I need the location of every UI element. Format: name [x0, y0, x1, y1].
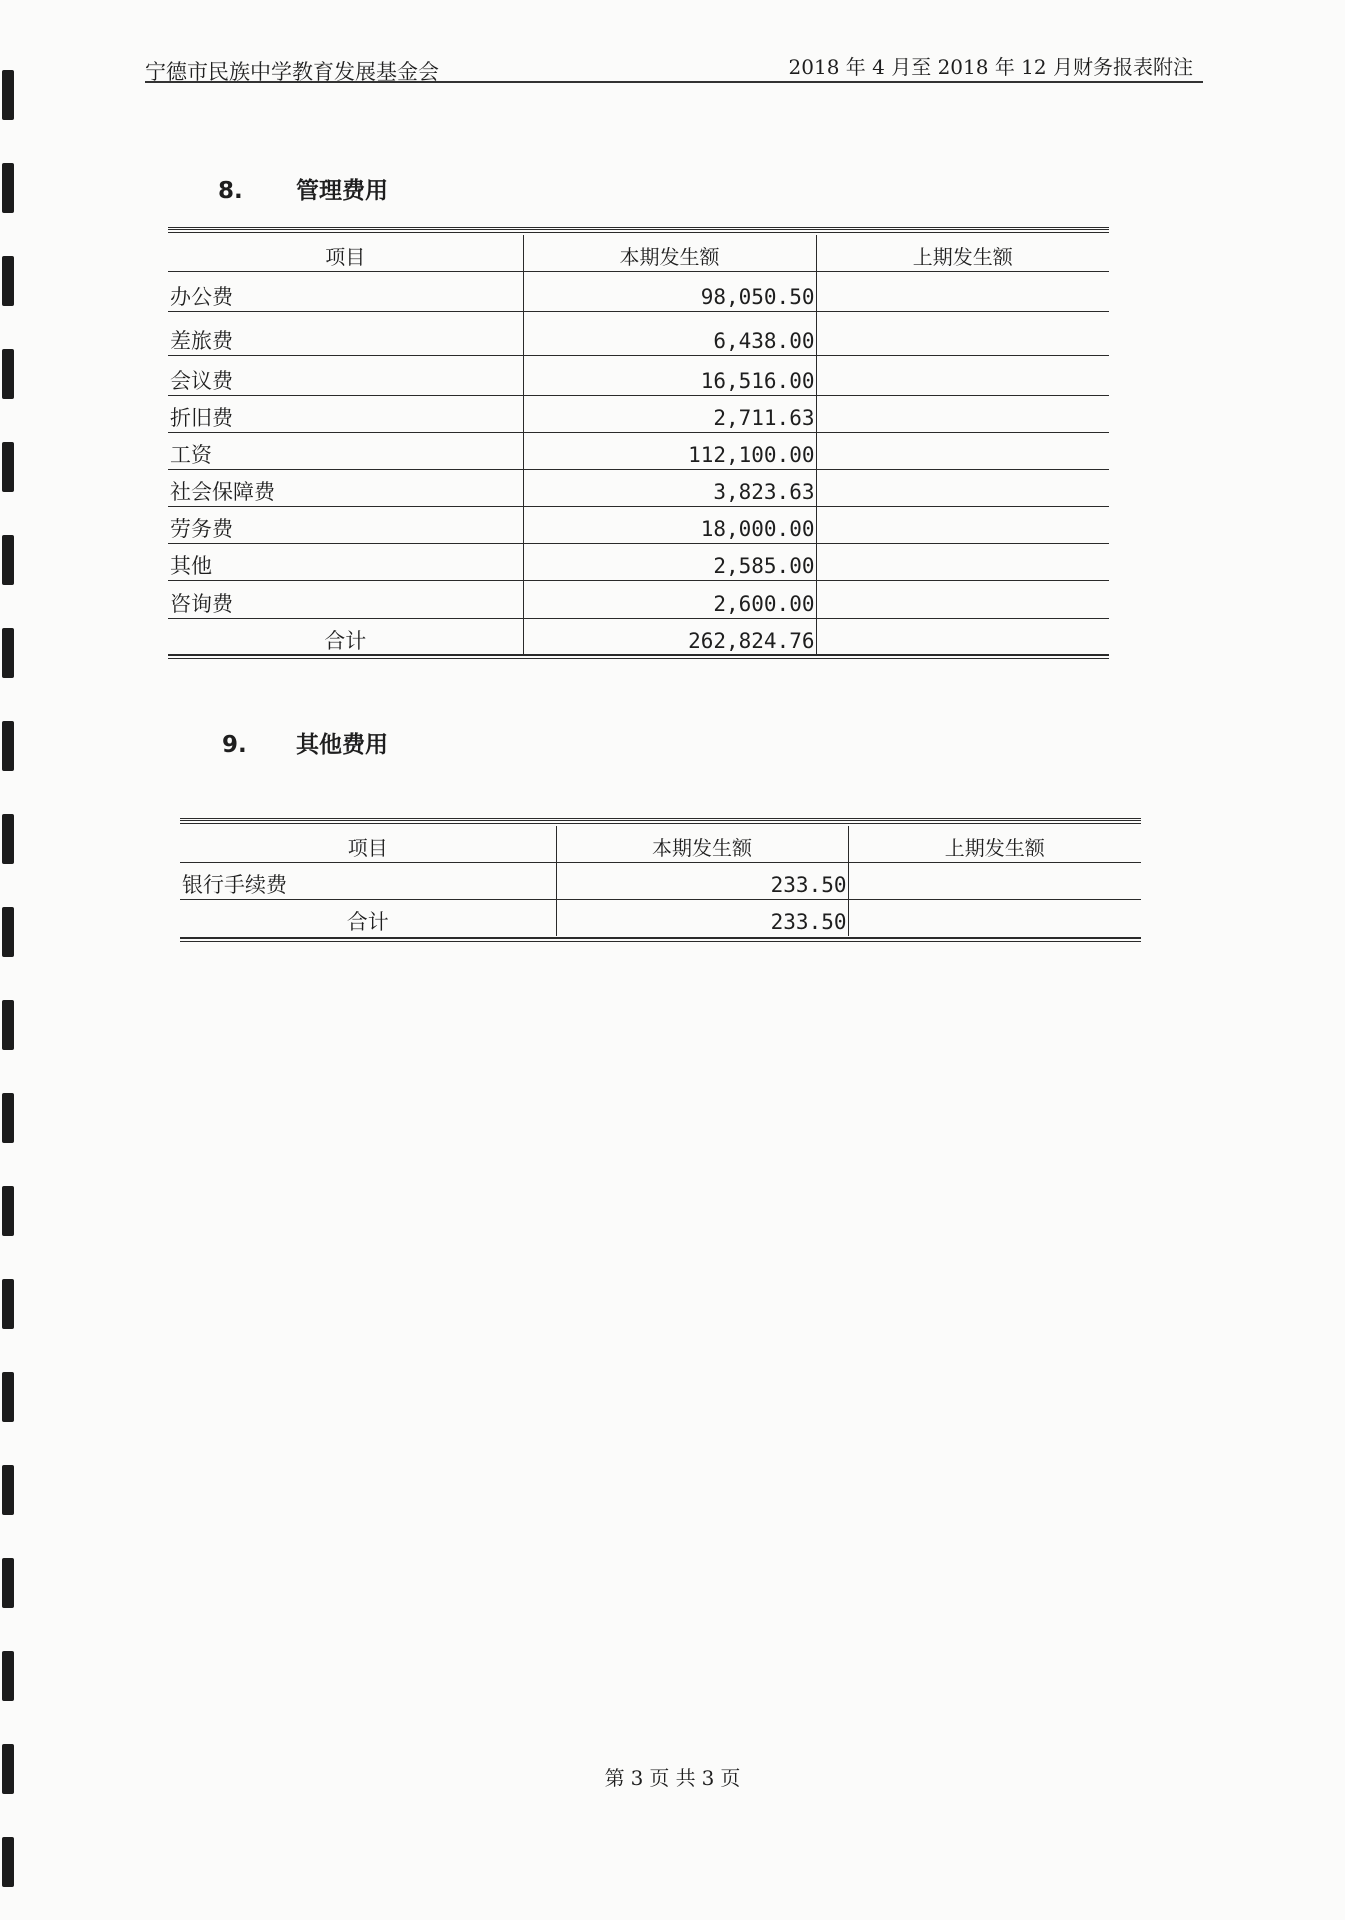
column-header: 上期发生额: [848, 826, 1141, 863]
total-current-amount: 233.50: [556, 900, 848, 937]
row-current-amount: 233.50: [556, 863, 848, 900]
binding-hole: [2, 1372, 14, 1422]
table-row: [168, 396, 1109, 433]
section-8-title: 管理费用: [296, 178, 388, 204]
table-row: [168, 581, 1109, 619]
row-item: 社会保障费: [168, 470, 523, 507]
table-header-row: [168, 235, 1109, 272]
table-header-row: [180, 826, 1141, 863]
binding-hole: [2, 349, 14, 399]
total-label: 合计: [324, 629, 367, 653]
footer-total-pages: 3: [701, 1766, 715, 1790]
binding-hole: [2, 1186, 14, 1236]
row-item: 折旧费: [168, 396, 523, 433]
management-expense-table: [168, 235, 1109, 655]
table-row: [168, 470, 1109, 507]
total-label: 合计: [346, 910, 389, 934]
table-row: [168, 356, 1109, 396]
row-current-amount: 2,711.63: [523, 396, 816, 433]
column-header: 本期发生额: [523, 235, 816, 272]
row-current-amount: 6,438.00: [523, 312, 816, 356]
binding-hole: [2, 1651, 14, 1701]
table-8-top-rule: [168, 227, 1109, 233]
row-previous-amount: [816, 544, 1109, 581]
column-header: 项目: [168, 235, 523, 272]
binding-hole: [2, 442, 14, 492]
row-item: 差旅费: [168, 312, 523, 356]
row-item: 劳务费: [168, 507, 523, 544]
binding-hole: [2, 907, 14, 957]
row-previous-amount: [816, 581, 1109, 619]
row-current-amount: 18,000.00: [523, 507, 816, 544]
header-rule: [145, 81, 1203, 83]
table-row: [168, 544, 1109, 581]
section-9-number: 9.: [222, 732, 247, 758]
binding-hole: [2, 70, 14, 120]
row-item: 银行手续费: [180, 863, 556, 900]
table-row: [168, 433, 1109, 470]
section-9-title: 其他费用: [296, 732, 388, 758]
row-current-amount: 3,823.63: [523, 470, 816, 507]
table-row: [168, 312, 1109, 356]
row-previous-amount: [816, 470, 1109, 507]
total-row: [168, 619, 1109, 656]
header-organization: 宁德市民族中学教育发展基金会: [145, 60, 439, 84]
binding-hole: [2, 628, 14, 678]
row-previous-amount: [816, 396, 1109, 433]
total-previous-amount: [848, 900, 1141, 937]
column-header: 上期发生额: [816, 235, 1109, 272]
row-current-amount: 2,600.00: [523, 581, 816, 619]
binding-hole: [2, 1093, 14, 1143]
binding-hole: [2, 1279, 14, 1329]
total-previous-amount: [816, 619, 1109, 656]
footer-prefix: 第: [604, 1766, 625, 1790]
binding-hole: [2, 535, 14, 585]
column-header: 本期发生额: [556, 826, 848, 863]
binding-holes: [0, 0, 20, 1920]
table-9-top-rule: [180, 818, 1141, 824]
row-previous-amount: [816, 507, 1109, 544]
header-report-title: 2018 年 4 月至 2018 年 12 月财务报表附注: [788, 55, 1193, 79]
row-previous-amount: [816, 433, 1109, 470]
section-8-heading: [218, 172, 388, 205]
row-item: 咨询费: [168, 581, 523, 619]
binding-hole: [2, 721, 14, 771]
row-previous-amount: [816, 272, 1109, 312]
section-8-number: 8.: [218, 178, 243, 204]
binding-hole: [2, 814, 14, 864]
footer-page-number: 3: [630, 1766, 644, 1790]
table-8-bottom-rule: [168, 654, 1109, 659]
row-item: 其他: [168, 544, 523, 581]
row-current-amount: 112,100.00: [523, 433, 816, 470]
binding-hole: [2, 1465, 14, 1515]
total-current-amount: 262,824.76: [523, 619, 816, 656]
row-item: 工资: [168, 433, 523, 470]
row-item: 办公费: [168, 272, 523, 312]
section-9-heading: [222, 726, 388, 759]
row-current-amount: 98,050.50: [523, 272, 816, 312]
row-previous-amount: [816, 356, 1109, 396]
binding-hole: [2, 256, 14, 306]
footer-middle: 页 共: [649, 1766, 696, 1790]
other-expense-table: [180, 826, 1141, 936]
row-previous-amount: [816, 312, 1109, 356]
table-row: [180, 863, 1141, 900]
column-header: 项目: [180, 826, 556, 863]
row-previous-amount: [848, 863, 1141, 900]
table-row: [168, 272, 1109, 312]
binding-hole: [2, 163, 14, 213]
row-current-amount: 2,585.00: [523, 544, 816, 581]
footer-suffix: 页: [720, 1766, 741, 1790]
table-9-bottom-rule: [180, 937, 1141, 942]
binding-hole: [2, 1837, 14, 1887]
binding-hole: [2, 1000, 14, 1050]
total-row: [180, 900, 1141, 937]
table-row: [168, 507, 1109, 544]
binding-hole: [2, 1558, 14, 1608]
row-item: 会议费: [168, 356, 523, 396]
row-current-amount: 16,516.00: [523, 356, 816, 396]
page-footer: [0, 1762, 1345, 1791]
